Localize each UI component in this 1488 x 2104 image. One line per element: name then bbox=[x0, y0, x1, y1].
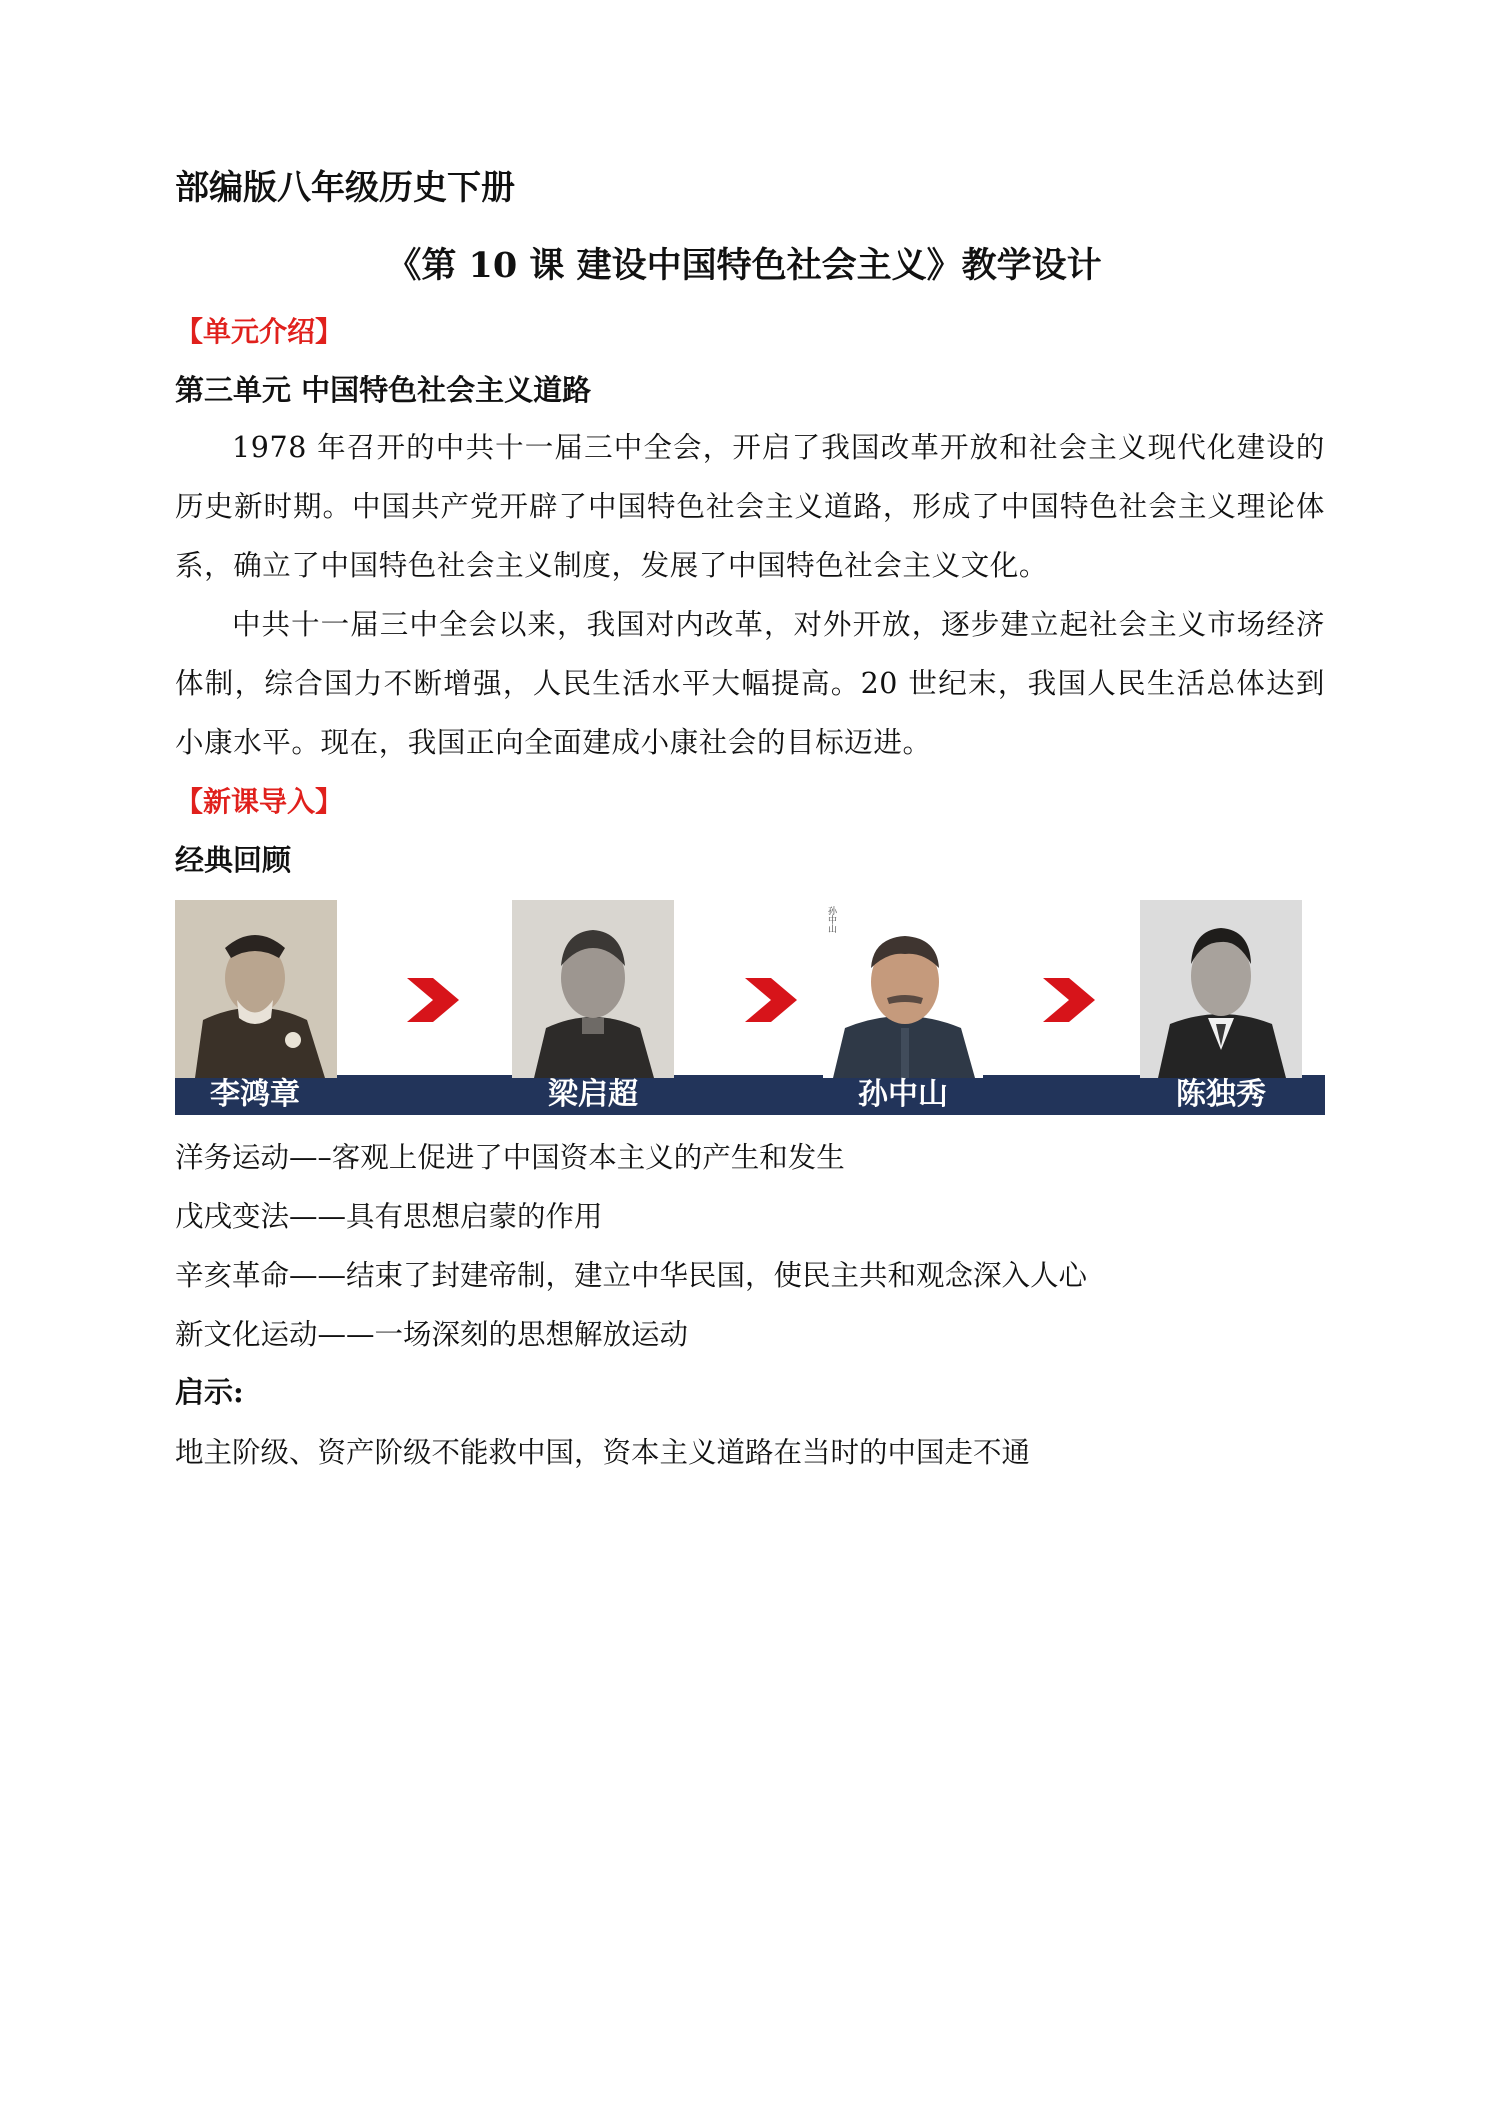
unit-paragraph-2: 中共十一届三中全会以来，我国对内改革，对外开放，逐步建立起社会主义市场经济体制，综合国力不断增强，人民生活水平大幅提高。20 世纪末，我国人民生活总体达到小康水平。现在，我国正向全面建成小康社会的目标迈进。 bbox=[175, 608, 1325, 759]
person-name-2: 梁启超 bbox=[548, 1077, 638, 1112]
historical-figures-banner bbox=[175, 900, 1325, 1115]
section-label-unit: 【单元介绍】 bbox=[175, 315, 344, 348]
review-item-2: 戊戌变法——具有思想启蒙的作用 bbox=[175, 1200, 603, 1233]
review-heading: 经典回顾 bbox=[175, 843, 292, 877]
portrait-liang-qichao bbox=[512, 900, 674, 1078]
person-name-4: 陈独秀 bbox=[1176, 1077, 1266, 1112]
portrait-li-hongzhang bbox=[175, 900, 337, 1078]
review-item-4: 新文化运动——一场深刻的思想解放运动 bbox=[175, 1318, 689, 1351]
person-name-3: 孙中山 bbox=[858, 1077, 948, 1112]
document-subtitle: 部编版八年级历史下册 bbox=[175, 168, 515, 208]
portrait-chen-duxiu bbox=[1140, 900, 1302, 1078]
insight-text: 地主阶级、资产阶级不能救中国，资本主义道路在当时的中国走不通 bbox=[175, 1436, 1031, 1469]
person-name-1: 李鸿章 bbox=[210, 1077, 300, 1112]
review-item-3: 辛亥革命——结束了封建帝制，建立中华民国，使民主共和观念深入人心 bbox=[175, 1259, 1088, 1292]
review-item-1: 洋务运动—–客观上促进了中国资本主义的产生和发生 bbox=[175, 1141, 845, 1174]
portrait-sun-yat-sen bbox=[823, 900, 983, 1078]
chevron-right-icon bbox=[407, 978, 459, 1022]
unit-paragraph-1: 1978 年召开的中共十一届三中全会，开启了我国改革开放和社会主义现代化建设的历史新时期。中国共产党开辟了中国特色社会主义道路，形成了中国特色社会主义理论体系，确立了中国特色社会主义制度，发展了中国特色社会主义文化。 bbox=[175, 431, 1325, 582]
insight-heading: 启示: bbox=[175, 1375, 244, 1409]
unit-heading: 第三单元 中国特色社会主义道路 bbox=[175, 373, 592, 407]
photo-caption: 孙中山 bbox=[826, 906, 836, 933]
section-label-intro: 【新课导入】 bbox=[175, 785, 344, 818]
document-title: 《第 10 课 建设中国特色社会主义》教学设计 bbox=[386, 245, 1102, 286]
chevron-right-icon bbox=[745, 978, 797, 1022]
chevron-right-icon bbox=[1043, 978, 1095, 1022]
